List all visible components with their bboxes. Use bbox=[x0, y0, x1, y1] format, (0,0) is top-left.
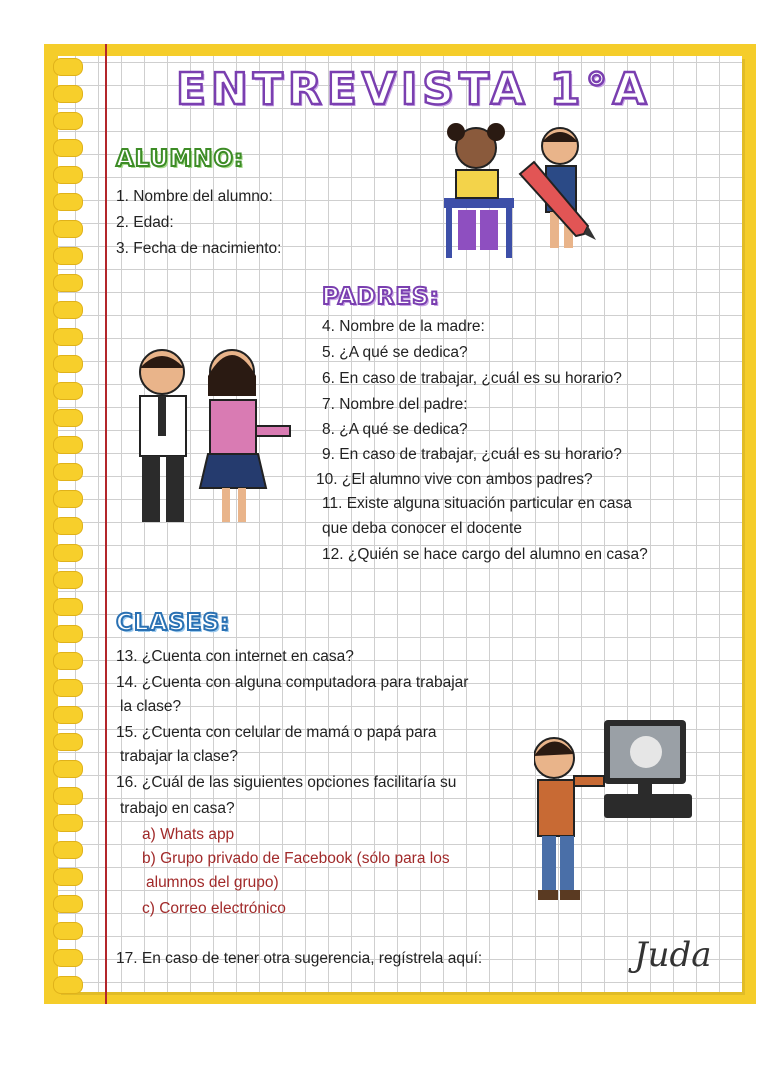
question-15: 15. ¿Cuenta con celular de mamá o papá para bbox=[116, 724, 437, 741]
option-a: a) Whats app bbox=[142, 826, 235, 843]
question-2: 2. Edad: bbox=[116, 214, 174, 231]
spiral-ring bbox=[53, 382, 83, 400]
computer-boy-illustration bbox=[534, 716, 700, 912]
signature: Juda bbox=[634, 935, 712, 975]
question-9: 9. En caso de trabajar, ¿cuál es su horario? bbox=[322, 446, 622, 463]
spiral-ring bbox=[53, 733, 83, 751]
spiral-ring bbox=[53, 787, 83, 805]
spiral-ring bbox=[53, 544, 83, 562]
spiral-ring bbox=[53, 841, 83, 859]
spiral-ring bbox=[53, 247, 83, 265]
spiral-ring bbox=[53, 949, 83, 967]
question-11: 11. Existe alguna situación particular en casa bbox=[322, 495, 632, 512]
question-4: 4. Nombre de la madre: bbox=[322, 318, 485, 335]
spiral-ring bbox=[53, 679, 83, 697]
section-clases: CLASES: bbox=[116, 610, 231, 636]
spiral-ring bbox=[53, 166, 83, 184]
spiral-ring bbox=[53, 436, 83, 454]
spiral-ring bbox=[53, 463, 83, 481]
spiral-ring bbox=[53, 85, 83, 103]
students-illustration bbox=[438, 122, 608, 262]
spiral-ring bbox=[53, 490, 83, 508]
question-14: 14. ¿Cuenta con alguna computadora para trabajar bbox=[116, 674, 469, 691]
question-7: 7. Nombre del padre: bbox=[322, 396, 468, 413]
option-c: c) Correo electrónico bbox=[142, 900, 286, 917]
question-11-cont: que deba conocer el docente bbox=[322, 520, 522, 537]
spiral-ring bbox=[53, 58, 83, 76]
question-16-cont: trabajo en casa? bbox=[120, 800, 235, 817]
question-10: 10. ¿El alumno vive con ambos padres? bbox=[316, 471, 593, 488]
spiral-ring bbox=[53, 652, 83, 670]
spiral-ring bbox=[53, 571, 83, 589]
page-title: ENTREVISTA 1°A bbox=[176, 64, 652, 115]
spiral-ring bbox=[53, 895, 83, 913]
spiral-ring bbox=[53, 301, 83, 319]
spiral-ring bbox=[53, 814, 83, 832]
spiral-ring bbox=[53, 976, 83, 994]
spiral-ring bbox=[53, 355, 83, 373]
section-padres: PADRES: bbox=[322, 284, 440, 310]
option-b: b) Grupo privado de Facebook (sólo para los bbox=[142, 850, 450, 867]
spiral-ring bbox=[53, 328, 83, 346]
spiral-ring bbox=[53, 922, 83, 940]
spiral-ring bbox=[53, 706, 83, 724]
spiral-ring bbox=[53, 868, 83, 886]
spiral-ring bbox=[53, 409, 83, 427]
question-17: 17. En caso de tener otra sugerencia, regístrela aquí: bbox=[116, 950, 483, 967]
section-alumno: ALUMNO: bbox=[116, 146, 245, 172]
spiral-ring bbox=[53, 112, 83, 130]
spiral-ring bbox=[53, 220, 83, 238]
question-13: 13. ¿Cuenta con internet en casa? bbox=[116, 648, 354, 665]
option-b-cont: alumnos del grupo) bbox=[146, 874, 279, 891]
question-12: 12. ¿Quién se hace cargo del alumno en casa? bbox=[322, 546, 648, 563]
question-14-cont: la clase? bbox=[120, 698, 182, 715]
spiral-ring bbox=[53, 139, 83, 157]
spiral-ring bbox=[53, 598, 83, 616]
question-3: 3. Fecha de nacimiento: bbox=[116, 240, 282, 257]
question-15-cont: trabajar la clase? bbox=[120, 748, 239, 765]
question-1: 1. Nombre del alumno: bbox=[116, 188, 273, 205]
spiral-ring bbox=[53, 625, 83, 643]
margin-line bbox=[105, 44, 107, 1004]
spiral-ring bbox=[53, 760, 83, 778]
spiral-ring bbox=[53, 193, 83, 211]
spiral-ring bbox=[53, 274, 83, 292]
question-6: 6. En caso de trabajar, ¿cuál es su horario? bbox=[322, 370, 622, 387]
spiral-ring bbox=[53, 517, 83, 535]
question-16: 16. ¿Cuál de las siguientes opciones facilitaría su bbox=[116, 774, 457, 791]
question-5: 5. ¿A qué se dedica? bbox=[322, 344, 468, 361]
question-8: 8. ¿A qué se dedica? bbox=[322, 421, 468, 438]
parents-illustration bbox=[128, 346, 296, 538]
